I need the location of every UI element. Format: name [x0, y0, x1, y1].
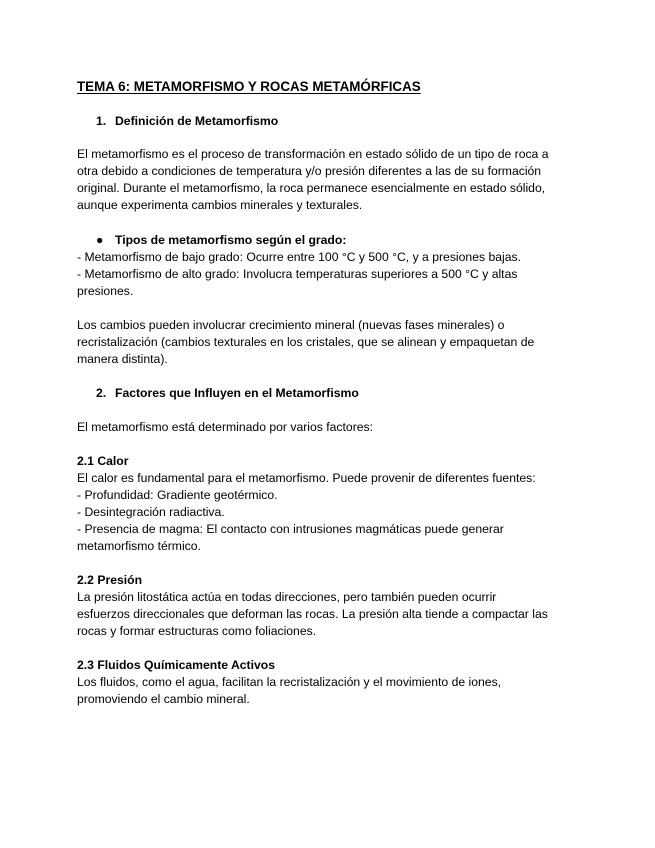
paragraph-line: - Profundidad: Gradiente geotérmico.	[77, 488, 278, 502]
subsection-calor-body	[77, 470, 582, 555]
section-2-intro	[77, 419, 582, 436]
paragraph-line: aunque experimenta cambios minerales y texturales.	[77, 198, 363, 212]
subsection-fluidos-body	[77, 674, 582, 708]
list-line: - Metamorfismo de bajo grado: Ocurre entre 100 °C y 500 °C, y a presiones bajas.	[77, 250, 521, 264]
paragraph-line: original. Durante el metamorfismo, la roca permanece esencialmente en estado sólido,	[77, 181, 546, 195]
paragraph-line: El metamorfismo es el proceso de transformación en estado sólido de un tipo de roca a	[77, 147, 549, 161]
metamorphism-types-list	[77, 249, 582, 300]
section-2-number: 2.	[96, 386, 107, 400]
list-line: - Metamorfismo de alto grado: Involucra temperaturas superiores a 500 °C y altas	[77, 267, 518, 281]
paragraph-line: manera distinta).	[77, 352, 168, 366]
section-1-heading	[96, 113, 278, 130]
list-line: presiones.	[77, 284, 134, 298]
document-title: TEMA 6: METAMORFISMO Y ROCAS METAMÓRFICAS	[77, 79, 421, 94]
paragraph-line: - Desintegración radiactiva.	[77, 505, 225, 519]
paragraph-line: Los fluidos, como el agua, facilitan la recristalización y el movimiento de iones,	[77, 675, 502, 689]
paragraph-line: recristalización (cambios texturales en los cristales, que se alinean y empaquetan de	[77, 335, 535, 349]
paragraph-line: promoviendo el cambio mineral.	[77, 692, 250, 706]
subsection-presion-heading: 2.2 Presión	[77, 573, 143, 587]
paragraph-line: El calor es fundamental para el metamorfismo. Puede provenir de diferentes fuentes:	[77, 471, 536, 485]
metamorphism-types-bullet	[96, 232, 346, 249]
subsection-presion-body	[77, 589, 582, 640]
paragraph-line: Los cambios pueden involucrar crecimiento mineral (nuevas fases minerales) o	[77, 318, 505, 332]
section-2-heading	[96, 385, 359, 402]
paragraph-line: La presión litostática actúa en todas direcciones, pero también pueden ocurrir	[77, 590, 497, 604]
section-2-title: Factores que Influyen en el Metamorfismo	[115, 386, 359, 400]
definition-paragraph	[77, 146, 582, 214]
paragraph-line: esfuerzos direccionales que deforman las rocas. La presión alta tiende a compactar las	[77, 607, 548, 621]
subsection-fluidos-heading: 2.3 Fluidos Químicamente Activos	[77, 658, 275, 672]
changes-paragraph	[77, 317, 582, 368]
section-1-number: 1.	[96, 114, 107, 128]
paragraph-line: otra debido a condiciones de temperatura y/o presión diferentes a las de su formación	[77, 164, 542, 178]
section-1-title: Definición de Metamorfismo	[115, 114, 279, 128]
subsection-calor-heading: 2.1 Calor	[77, 454, 129, 468]
paragraph-line: - Presencia de magma: El contacto con intrusiones magmáticas puede generar	[77, 522, 504, 536]
bullet-heading: Tipos de metamorfismo según el grado:	[115, 233, 347, 247]
bullet-icon: ●	[96, 233, 104, 247]
paragraph-line: rocas y formar estructuras como foliaciones.	[77, 624, 317, 638]
paragraph-line: El metamorfismo está determinado por varios factores:	[77, 420, 374, 434]
paragraph-line: metamorfismo térmico.	[77, 539, 201, 553]
